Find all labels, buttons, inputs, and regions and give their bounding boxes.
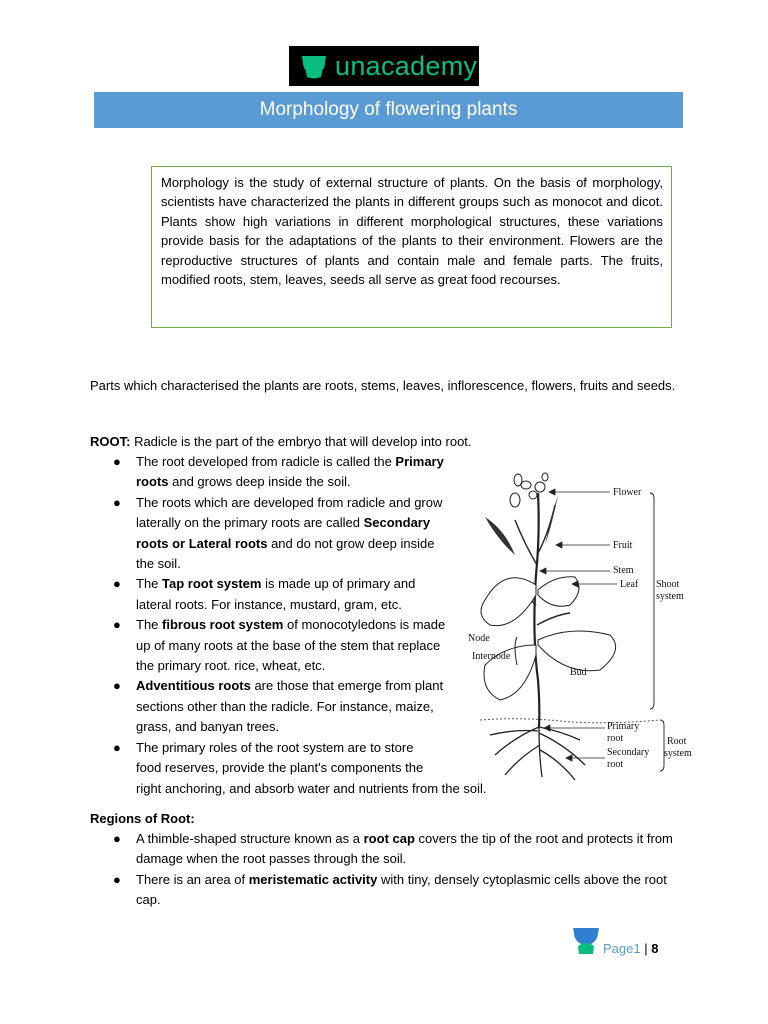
flower-cluster-shape (510, 473, 548, 507)
unacademy-footer-icon (572, 927, 600, 957)
unacademy-logo-icon (299, 51, 329, 81)
plant-diagram (460, 465, 700, 785)
bullet-icon: ● (113, 576, 121, 592)
list-item (90, 829, 690, 870)
unacademy-logo (289, 46, 479, 86)
bullet-icon: ● (113, 617, 121, 633)
item-bold: Primary roots (136, 454, 444, 490)
item-text: is made up of primary and lateral roots. For instance, mustard, gram, etc. (136, 576, 416, 612)
root-heading (90, 432, 690, 452)
label-shoot: Shoot (656, 579, 680, 590)
item-bold: Tap root system (162, 576, 262, 592)
item-text: food reserves, provide the plant's components the (136, 760, 424, 776)
leaf-shapes (481, 577, 616, 700)
label-node: Node (468, 633, 490, 644)
item-text: and do not grow deep inside the soil. (136, 535, 435, 572)
item-text: There is an area of (136, 871, 249, 887)
fruit-pod-shape (485, 517, 515, 555)
item-bold: fibrous root system (162, 617, 284, 633)
bullet-icon: ● (113, 494, 121, 510)
item-bold: Secondary roots or Lateral roots (136, 515, 431, 551)
regions-heading-text: Regions of Root: (90, 811, 195, 826)
root-definition: Radicle is the part of the embryo that will develop into root. (130, 434, 472, 449)
label-fruit: Fruit (613, 540, 633, 551)
label-shoot-system: system (656, 591, 684, 602)
item-bold: Adventitious roots (136, 678, 251, 694)
page-current: 1 (633, 941, 641, 956)
item-text: are those that emerge from plant sections other than the radicle. For instance, maize, grass, and banyan trees. (136, 678, 444, 735)
label-internode: Internode (472, 651, 511, 662)
logo-wordmark: unacademy (335, 50, 478, 81)
bullet-icon: ● (113, 678, 121, 694)
label-root: Root (667, 736, 687, 747)
page-number (603, 941, 658, 956)
bullet-icon: ● (113, 454, 121, 469)
item-text: The roots which are developed from radicle and grow laterally on the primary roots are called (136, 494, 443, 531)
page-word: Page (603, 941, 634, 956)
label-bud: Bud (570, 667, 587, 678)
item-text: The (136, 617, 163, 633)
label-primary-root: root (607, 733, 624, 744)
page-title: Morphology of flowering plants (94, 92, 683, 128)
root-system-shape (490, 727, 585, 780)
label-flower: Flower (613, 487, 642, 498)
item-text: The primary roles of the root system are to store (136, 739, 414, 755)
bullet-icon: ● (113, 739, 121, 755)
page-footer (570, 927, 680, 963)
label-secondary-root: root (607, 759, 624, 770)
item-text: of monocotyledons is made up of many roots at the base of the stem that replace the primary root. rice, wheat, etc. (136, 617, 446, 674)
intro-box: Morphology is the study of external structure of plants. On the basis of morphology, scientists have characterized the plants in different groups such as monocot and dicot. Plants show high variations in different morphological structures, these variations provide basis for the adaptations of the plants to their environment. Flowers are the reproductive structures of plants and contain male and female parts. The fruits, modified roots, stem, leaves, seeds all serve as great food recourses. (151, 166, 672, 328)
item-text: A thimble-shaped structure known as a (136, 831, 364, 846)
item-text: covers the tip of the root and protects it from damage when the root passes through the soil. (136, 831, 673, 867)
item-text: The root developed from radicle is called the (136, 454, 396, 469)
page-total: 8 (651, 941, 659, 956)
label-stem: Stem (613, 565, 634, 576)
regions-heading (90, 809, 390, 829)
item-text: with tiny, densely cytoplasmic cells above the root cap. (136, 871, 667, 908)
item-text: The (136, 576, 163, 592)
label-primary: Primary (607, 721, 640, 732)
bullet-icon: ● (113, 871, 121, 887)
root-bracket (660, 720, 664, 771)
item-text: right anchoring, and absorb water and nutrients from the soil. (136, 780, 487, 796)
parts-paragraph: Parts which characterised the plants are roots, stems, leaves, inflorescence, flowers, fruits and seeds. (90, 378, 676, 393)
page-separator: | (640, 941, 652, 956)
root-label: ROOT: (90, 434, 131, 449)
label-secondary: Secondary (607, 747, 650, 758)
label-root-system: system (664, 748, 692, 759)
list-item (90, 870, 690, 911)
item-bold: root cap (363, 831, 415, 846)
shoot-bracket (650, 493, 654, 709)
item-bold: meristematic activity (248, 871, 378, 887)
stem-shape (534, 493, 539, 727)
label-leaf: Leaf (620, 579, 639, 590)
regions-bullet-list (90, 829, 690, 911)
bullet-icon: ● (113, 831, 121, 846)
item-text: and grows deep inside the soil. (168, 474, 351, 490)
fruit-pod-shape (545, 495, 558, 545)
